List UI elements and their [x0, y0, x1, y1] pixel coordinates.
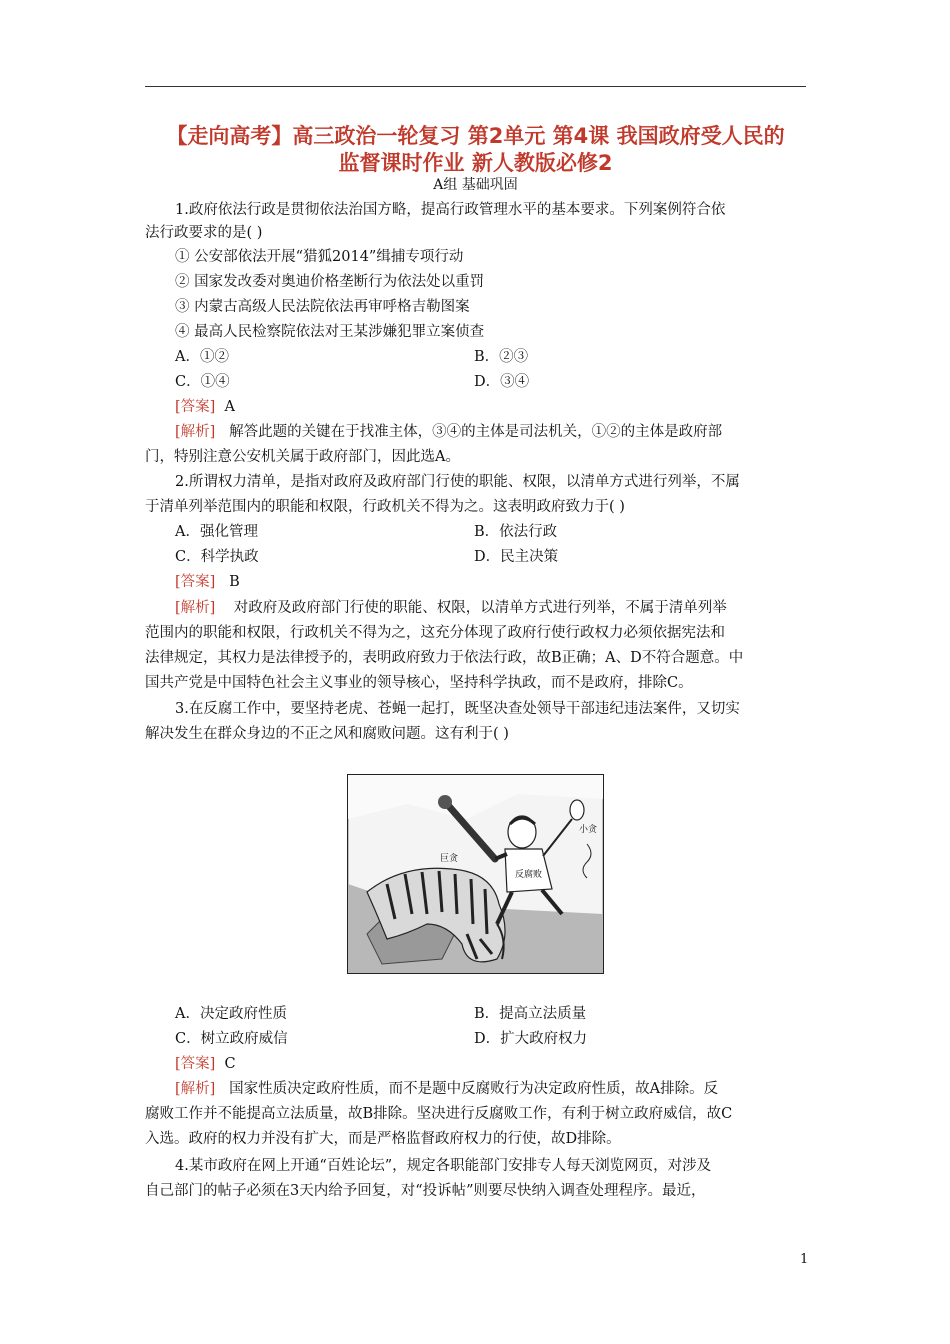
- answer-tag: [答案]: [175, 1056, 216, 1072]
- q1-answer: [175, 397, 235, 417]
- q1-analysis-cont: 门，特别注意公安机关属于政府部门，因此选A。: [145, 449, 460, 465]
- q3-option-b: B．提高立法质量: [474, 1006, 587, 1022]
- q2-option-d: D．民主决策: [474, 549, 559, 565]
- q4-stem-cont: 自己部门的帖子必须在3天内给予回复，对“投诉帖”则要尽快纳入调查处理程序。最近，: [145, 1183, 706, 1199]
- q1-item-2: ② 国家发改委对奥迪价格垄断行为依法处以重罚: [175, 274, 485, 290]
- q1-stem-cont: 法行政要求的是( ): [145, 225, 263, 241]
- q3-option-d: D．扩大政府权力: [474, 1031, 588, 1047]
- page-number: 1: [800, 1252, 809, 1267]
- q1-analysis: [175, 422, 722, 442]
- q1-option-b: B．②③: [474, 349, 529, 365]
- q2-stem-cont: 于清单列举范围内的职能和权限，行政机关不得为之。这表明政府致力于( ): [145, 499, 625, 515]
- q2-option-c: C．科学执政: [175, 549, 259, 565]
- q1-stem: 1.政府依法行政是贯彻依法治国方略，提高行政管理水平的基本要求。下列案例符合依: [175, 202, 726, 218]
- q1-item-4: ④ 最高人民检察院依法对王某涉嫌犯罪立案侦查: [175, 324, 485, 340]
- q2-answer: [175, 572, 240, 592]
- q3-option-a: A．决定政府性质: [175, 1006, 287, 1022]
- answer-value: A: [224, 399, 236, 415]
- answer-tag: [答案]: [175, 399, 216, 415]
- analysis-text: 解答此题的关键在于找准主体，③④的主体是司法机关，①②的主体是政府部: [229, 424, 723, 440]
- section-heading: A组 基础巩固: [433, 177, 518, 193]
- analysis-tag: [解析]: [175, 1081, 216, 1097]
- doc-title-line2: 监督课时作业 新人教版必修2: [338, 151, 613, 175]
- q2-stem: 2.所谓权力清单，是指对政府及政府部门行使的职能、权限，以清单方式进行列举，不属: [175, 474, 740, 490]
- q4-stem: 4.某市政府在网上开通“百姓论坛”，规定各职能部门安排专人每天浏览网页，对涉及: [175, 1158, 712, 1174]
- analysis-text: 对政府及政府部门行使的职能、权限，以清单方式进行列举，不属于清单列举: [233, 600, 727, 616]
- answer-tag: [答案]: [175, 574, 216, 590]
- q2-analysis: [175, 598, 727, 618]
- q3-analysis: [175, 1079, 718, 1099]
- q1-item-1: ① 公安部依法开展“猎狐2014”缉捕专项行动: [175, 249, 464, 265]
- q3-analysis-cont: 入选。政府的权力并没有扩大，而是严格监督政府权力的行使，故D排除。: [145, 1131, 621, 1147]
- fly-label: 小贪: [579, 825, 598, 835]
- anti-corruption-cartoon: [347, 774, 604, 974]
- q2-option-a: A．强化管理: [175, 524, 258, 540]
- q1-option-c: C．①④: [175, 374, 230, 390]
- doc-title-line1: 【走向高考】高三政治一轮复习 第2单元 第4课 我国政府受人民的: [166, 124, 785, 148]
- q1-option-a: A．①②: [175, 349, 229, 365]
- analysis-text: 国家性质决定政府性质，而不是题中反腐败行为决定政府性质，故A排除。反: [229, 1081, 719, 1097]
- q1-item-3: ③ 内蒙古高级人民法院依法再审呼格吉勒图案: [175, 299, 470, 315]
- answer-value: C: [224, 1056, 236, 1072]
- tiger-label: 巨贪: [440, 854, 459, 864]
- q3-option-c: C．树立政府威信: [175, 1031, 288, 1047]
- q2-analysis-cont: 法律规定，其权力是法律授予的，表明政府致力于依法行政，故B正确；A、D不符合题意。中: [145, 650, 744, 666]
- q2-analysis-cont: 国共产党是中国特色社会主义事业的领导核心，坚持科学执政，而不是政府，排除C。: [145, 675, 693, 691]
- person-label: 反腐败: [515, 870, 543, 880]
- header-rule: [145, 86, 806, 87]
- q2-analysis-cont: 范围内的职能和权限，行政机关不得为之，这充分体现了政府行使行政权力必须依据宪法和: [145, 625, 725, 641]
- q3-analysis-cont: 腐败工作并不能提高立法质量，故B排除。坚决进行反腐败工作，有利于树立政府威信，故C: [145, 1106, 733, 1122]
- q2-option-b: B．依法行政: [474, 524, 558, 540]
- q3-answer: [175, 1054, 236, 1074]
- q3-stem-cont: 解决发生在群众身边的不正之风和腐败问题。这有利于( ): [145, 726, 509, 742]
- q1-option-d: D．③④: [474, 374, 530, 390]
- answer-value: B: [229, 574, 240, 590]
- q3-stem: 3.在反腐工作中，要坚持老虎、苍蝇一起打，既坚决查处领导干部违纪违法案件，又切实: [175, 701, 740, 717]
- analysis-tag: [解析]: [175, 424, 216, 440]
- analysis-tag: [解析]: [175, 600, 216, 616]
